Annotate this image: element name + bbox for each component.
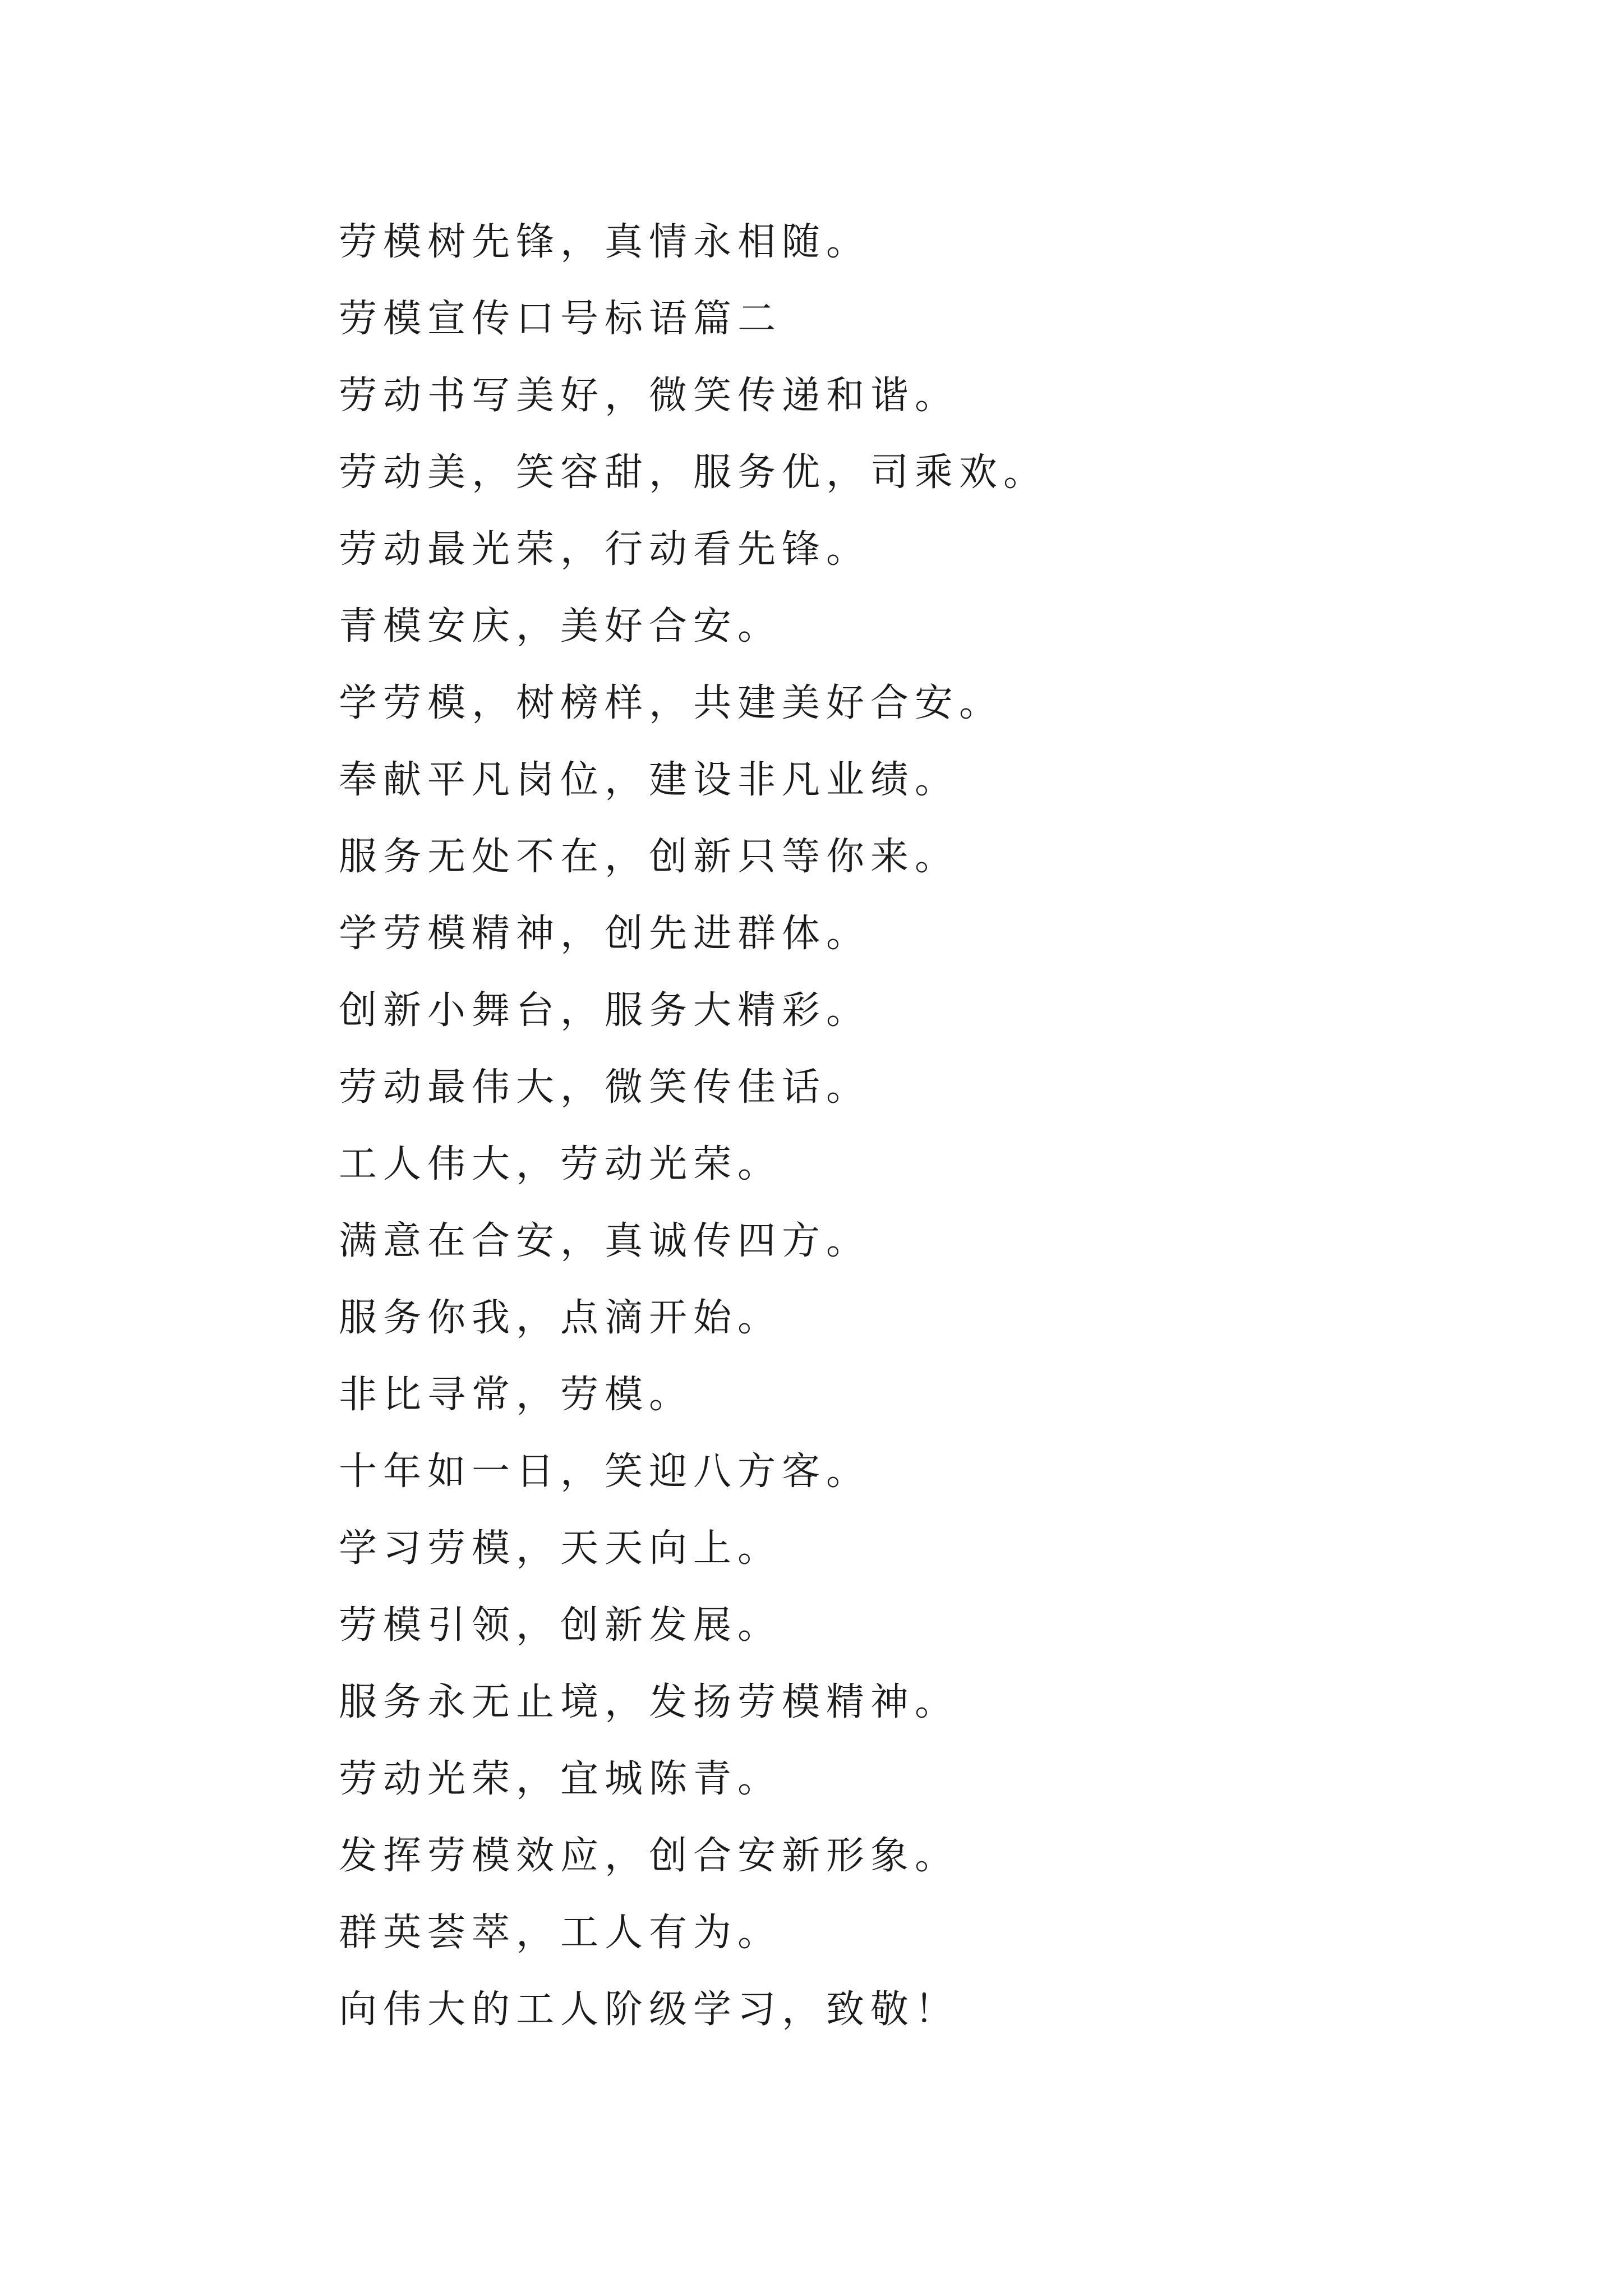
document-body (339, 215, 1460, 2060)
slogan-line: 发挥劳模效应，创合安新形象。 (339, 1834, 960, 1878)
slogan-line: 创新小舞台，服务大精彩。 (339, 988, 871, 1033)
slogan-line: 劳模树先锋，真情永相随。 (339, 220, 871, 264)
slogan-line: 劳动光荣，宜城陈青。 (339, 1757, 782, 1801)
slogan-line: 劳动最伟大，微笑传佳话。 (339, 1065, 871, 1110)
slogan-line: 向伟大的工人阶级学习，致敬！ (339, 1987, 960, 2032)
slogan-line: 学劳模，树榜样，共建美好合安。 (339, 681, 1004, 725)
slogan-line: 劳模引领，创新发展。 (339, 1603, 782, 1648)
slogan-line: 工人伟大，劳动光荣。 (339, 1142, 782, 1186)
slogan-line: 奉献平凡岗位，建设非凡业绩。 (339, 758, 960, 802)
section-heading: 劳模宣传口号标语篇二 (339, 297, 782, 341)
slogan-line: 学劳模精神，创先进群体。 (339, 912, 871, 956)
slogan-line: 劳动书写美好，微笑传递和谐。 (339, 374, 960, 418)
slogan-line: 劳动美，笑容甜，服务优，司乘欢。 (339, 450, 1048, 495)
slogan-line: 服务你我，点滴开始。 (339, 1296, 782, 1340)
slogan-line: 十年如一日，笑迎八方客。 (339, 1450, 871, 1494)
slogan-line: 服务无处不在，创新只等你来。 (339, 835, 960, 879)
slogan-line: 服务永无止境，发扬劳模精神。 (339, 1680, 960, 1724)
slogan-line: 满意在合安，真诚传四方。 (339, 1219, 871, 1263)
slogan-line: 学习劳模，天天向上。 (339, 1526, 782, 1571)
slogan-line: 非比寻常，劳模。 (339, 1373, 694, 1417)
slogan-line: 群英荟萃，工人有为。 (339, 1911, 782, 1955)
slogan-line: 劳动最光荣，行动看先锋。 (339, 527, 871, 572)
slogan-line: 青模安庆，美好合安。 (339, 604, 782, 648)
